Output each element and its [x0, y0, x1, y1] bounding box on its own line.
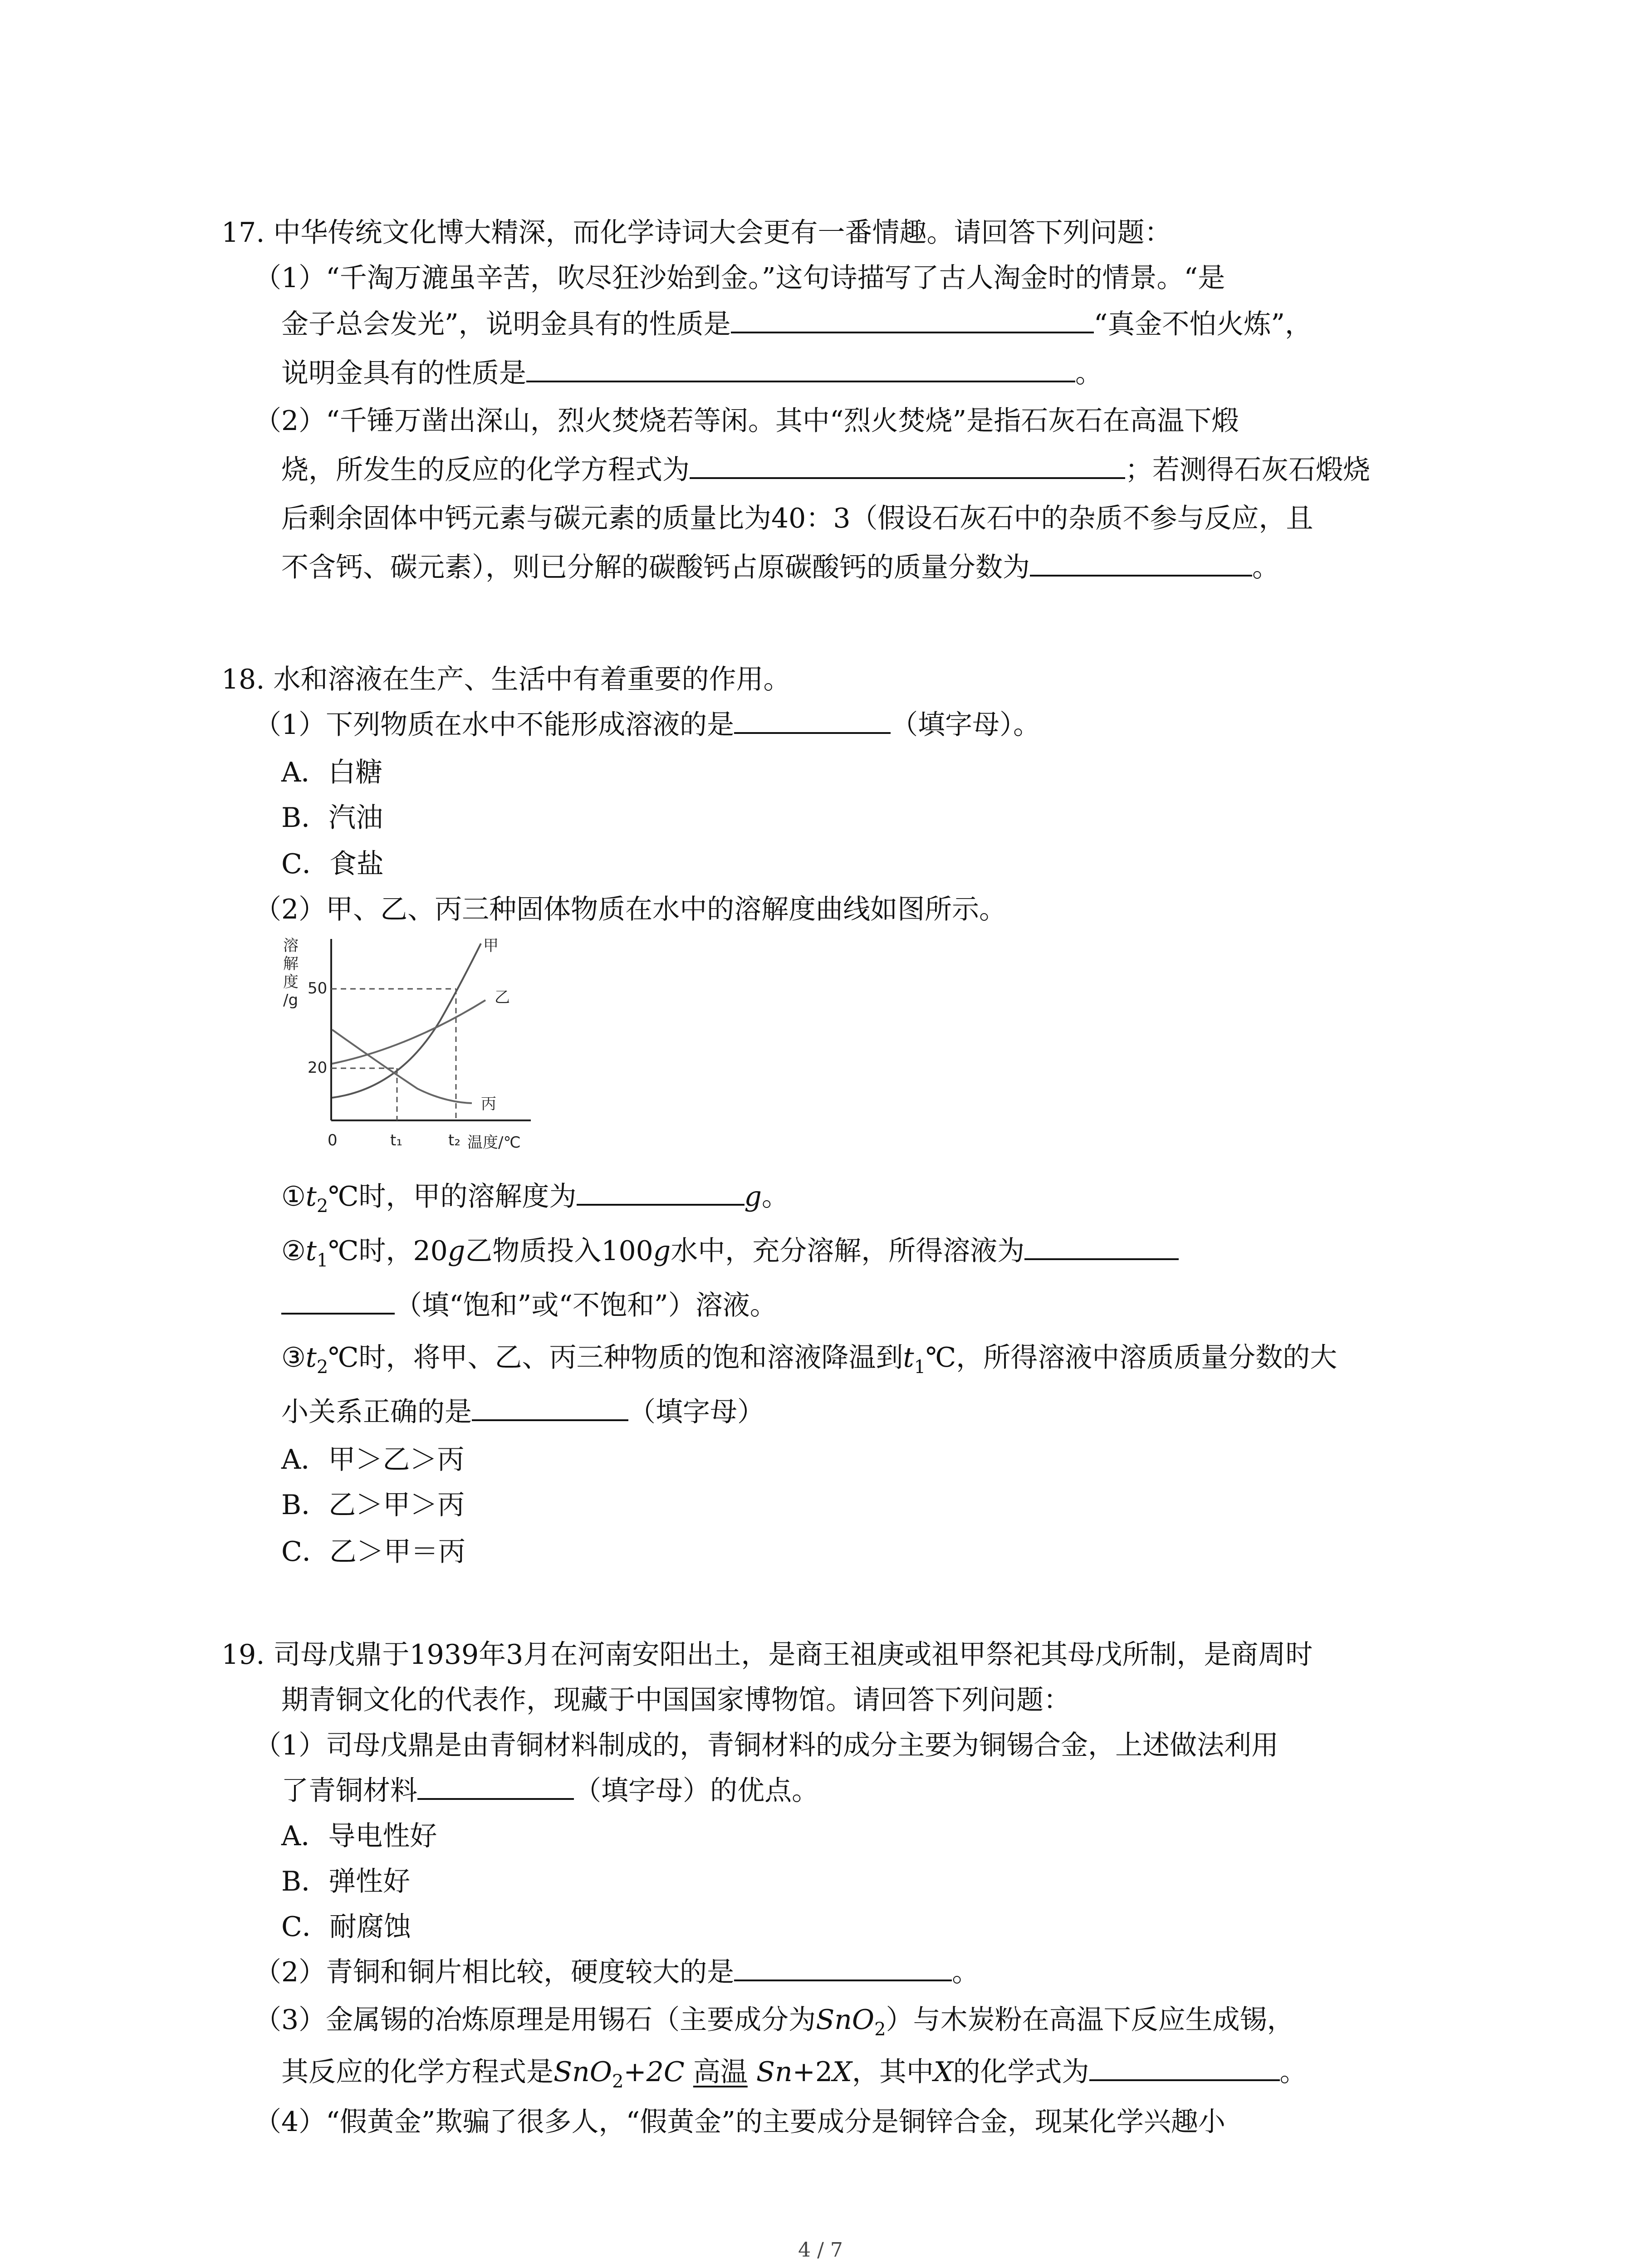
q18-stem: 18. 水和溶液在生产、生活中有着重要的作用。: [221, 664, 791, 695]
answer-blank[interactable]: [472, 1394, 628, 1421]
q18-sub3-line1: $③t_2℃$时，将甲、乙、丙三种物质的饱和溶液降温到$t_1℃$，所得溶液中溶质质量分数的大: [281, 1342, 1337, 1378]
q19-part1-line1: （1）司母戊鼎是由青铜材料制成的，青铜材料的成分主要为铜锡合金，上述做法利用: [254, 1730, 1279, 1761]
q19-stem-line1: 19. 司母戊鼎于1939年3月在河南安阳出土，是商王祖庚或祖甲祭祀其母戊所制，是商周时: [221, 1639, 1313, 1671]
q17-part1-line2: 金子总会发光”，说明金具有的性质是 “真金不怕火炼”，: [281, 305, 1312, 344]
x-tick-label: 0: [328, 1131, 338, 1149]
y-axis-label-char: 解: [283, 955, 299, 973]
q17-part1-line3: 说明金具有的性质是 。: [281, 354, 1102, 393]
x-axis-label: 温度/℃: [467, 1134, 521, 1152]
reaction-condition: 高温: [693, 2056, 748, 2088]
q17-part2-line2: 烧，所发生的反应的化学方程式为 ；若测得石灰石煅烧: [281, 450, 1370, 489]
y-axis-label-char: 度: [283, 973, 299, 991]
curve-jia: [332, 943, 481, 1098]
q18-sub3-option-c: C．乙＞甲＝丙: [281, 1536, 465, 1568]
answer-blank[interactable]: [690, 452, 1125, 479]
q19-part3-line2: 其反应的化学方程式是SnO$_2$+2C 高温 Sn+2X，其中X的化学式为 。: [281, 2053, 1307, 2101]
q17-part2-line4: 不含钙、碳元素），则已分解的碳酸钙占原碳酸钙的质量分数为 。: [281, 548, 1279, 587]
q19-part2: （2）青铜和铜片相比较，硬度较大的是 。: [254, 1953, 979, 1992]
y-tick-label: 20: [308, 1059, 328, 1077]
q18-option-c: C．食盐: [281, 848, 384, 880]
answer-blank[interactable]: [1089, 2054, 1280, 2081]
answer-blank[interactable]: [526, 355, 1075, 382]
q18-option-b: B．汽油: [281, 802, 383, 834]
q18-part1: （1）下列物质在水中不能形成溶液的是 （填字母）。: [254, 705, 1040, 744]
q17-stem: 17. 中华传统文化博大精深，而化学诗词大会更有一番情趣。请回答下列问题：: [221, 217, 1172, 249]
q17-part2-line3: 后剩余固体中钙元素与碳元素的质量比为40：3（假设石灰石中的杂质不参与反应，且: [281, 503, 1313, 534]
q18-sub2-line1: $②t_1℃$时，20g乙物质投入100g水中，充分溶解，所得溶液为: [281, 1232, 1179, 1280]
answer-blank[interactable]: [1024, 1233, 1179, 1260]
series-label-bing: 丙: [481, 1095, 496, 1113]
q19-part4: （4）“假黄金”欺骗了很多人，“假黄金”的主要成分是铜锌合金，现某化学兴趣小: [254, 2106, 1225, 2138]
q18-sub1: $①t_2℃$时，甲的溶解度为 g。: [281, 1177, 789, 1226]
page-number: 4 / 7: [798, 2239, 843, 2262]
q17-part1-line1: （1）“千淘万漉虽辛苦，吹尽狂沙始到金。”这句诗描写了古人淘金时的情景。“是: [254, 262, 1225, 294]
q19-option-b: B．弹性好: [281, 1866, 411, 1897]
q19-option-a: A．导电性好: [281, 1820, 437, 1852]
y-axis-label-char: 溶: [283, 937, 299, 955]
answer-blank[interactable]: [417, 1773, 574, 1800]
q18-sub3-line2: 小关系正确的是 （填字母）: [281, 1393, 764, 1432]
series-label-jia: 甲: [483, 937, 499, 955]
answer-blank[interactable]: [734, 707, 891, 734]
q18-sub3-option-a: A．甲＞乙＞丙: [281, 1444, 465, 1476]
q18-option-a: A．白糖: [281, 757, 383, 788]
y-axis-label-char: /g: [283, 991, 299, 1009]
q18-sub2-line2: （填“饱和”或“不饱和”）溶液。: [281, 1286, 777, 1325]
q18-sub3-option-b: B．乙＞甲＞丙: [281, 1489, 465, 1521]
q19-option-c: C．耐腐蚀: [281, 1911, 411, 1943]
answer-blank[interactable]: [577, 1178, 745, 1206]
q19-stem-line2: 期青铜文化的代表作，现藏于中国国家博物馆。请回答下列问题：: [281, 1684, 1071, 1716]
x-tick-label: t₂: [448, 1131, 460, 1149]
answer-blank[interactable]: [281, 1287, 395, 1315]
answer-blank[interactable]: [1030, 549, 1252, 577]
curve-yi: [332, 1000, 485, 1064]
answer-blank[interactable]: [731, 306, 1094, 333]
q17-part2-line1: （2）“千锤万凿出深山，烈火焚烧若等闲。其中“烈火焚烧”是指石灰石在高温下煅: [254, 405, 1239, 437]
q19-part3-line1: （3）金属锡的冶炼原理是用锡石（主要成分为SnO$_2$）与木炭粉在高温下反应生成锡，: [254, 2004, 1294, 2040]
series-label-yi: 乙: [495, 988, 510, 1007]
y-tick-label: 50: [308, 979, 328, 997]
solubility-curve-figure: [281, 934, 535, 1175]
x-tick-label: t₁: [390, 1131, 402, 1149]
q18-part2: （2）甲、乙、丙三种固体物质在水中的溶解度曲线如图所示。: [254, 894, 1007, 925]
q19-part1-line2: 了青铜材料 （填字母）的优点。: [281, 1771, 819, 1810]
answer-blank[interactable]: [734, 1954, 952, 1981]
